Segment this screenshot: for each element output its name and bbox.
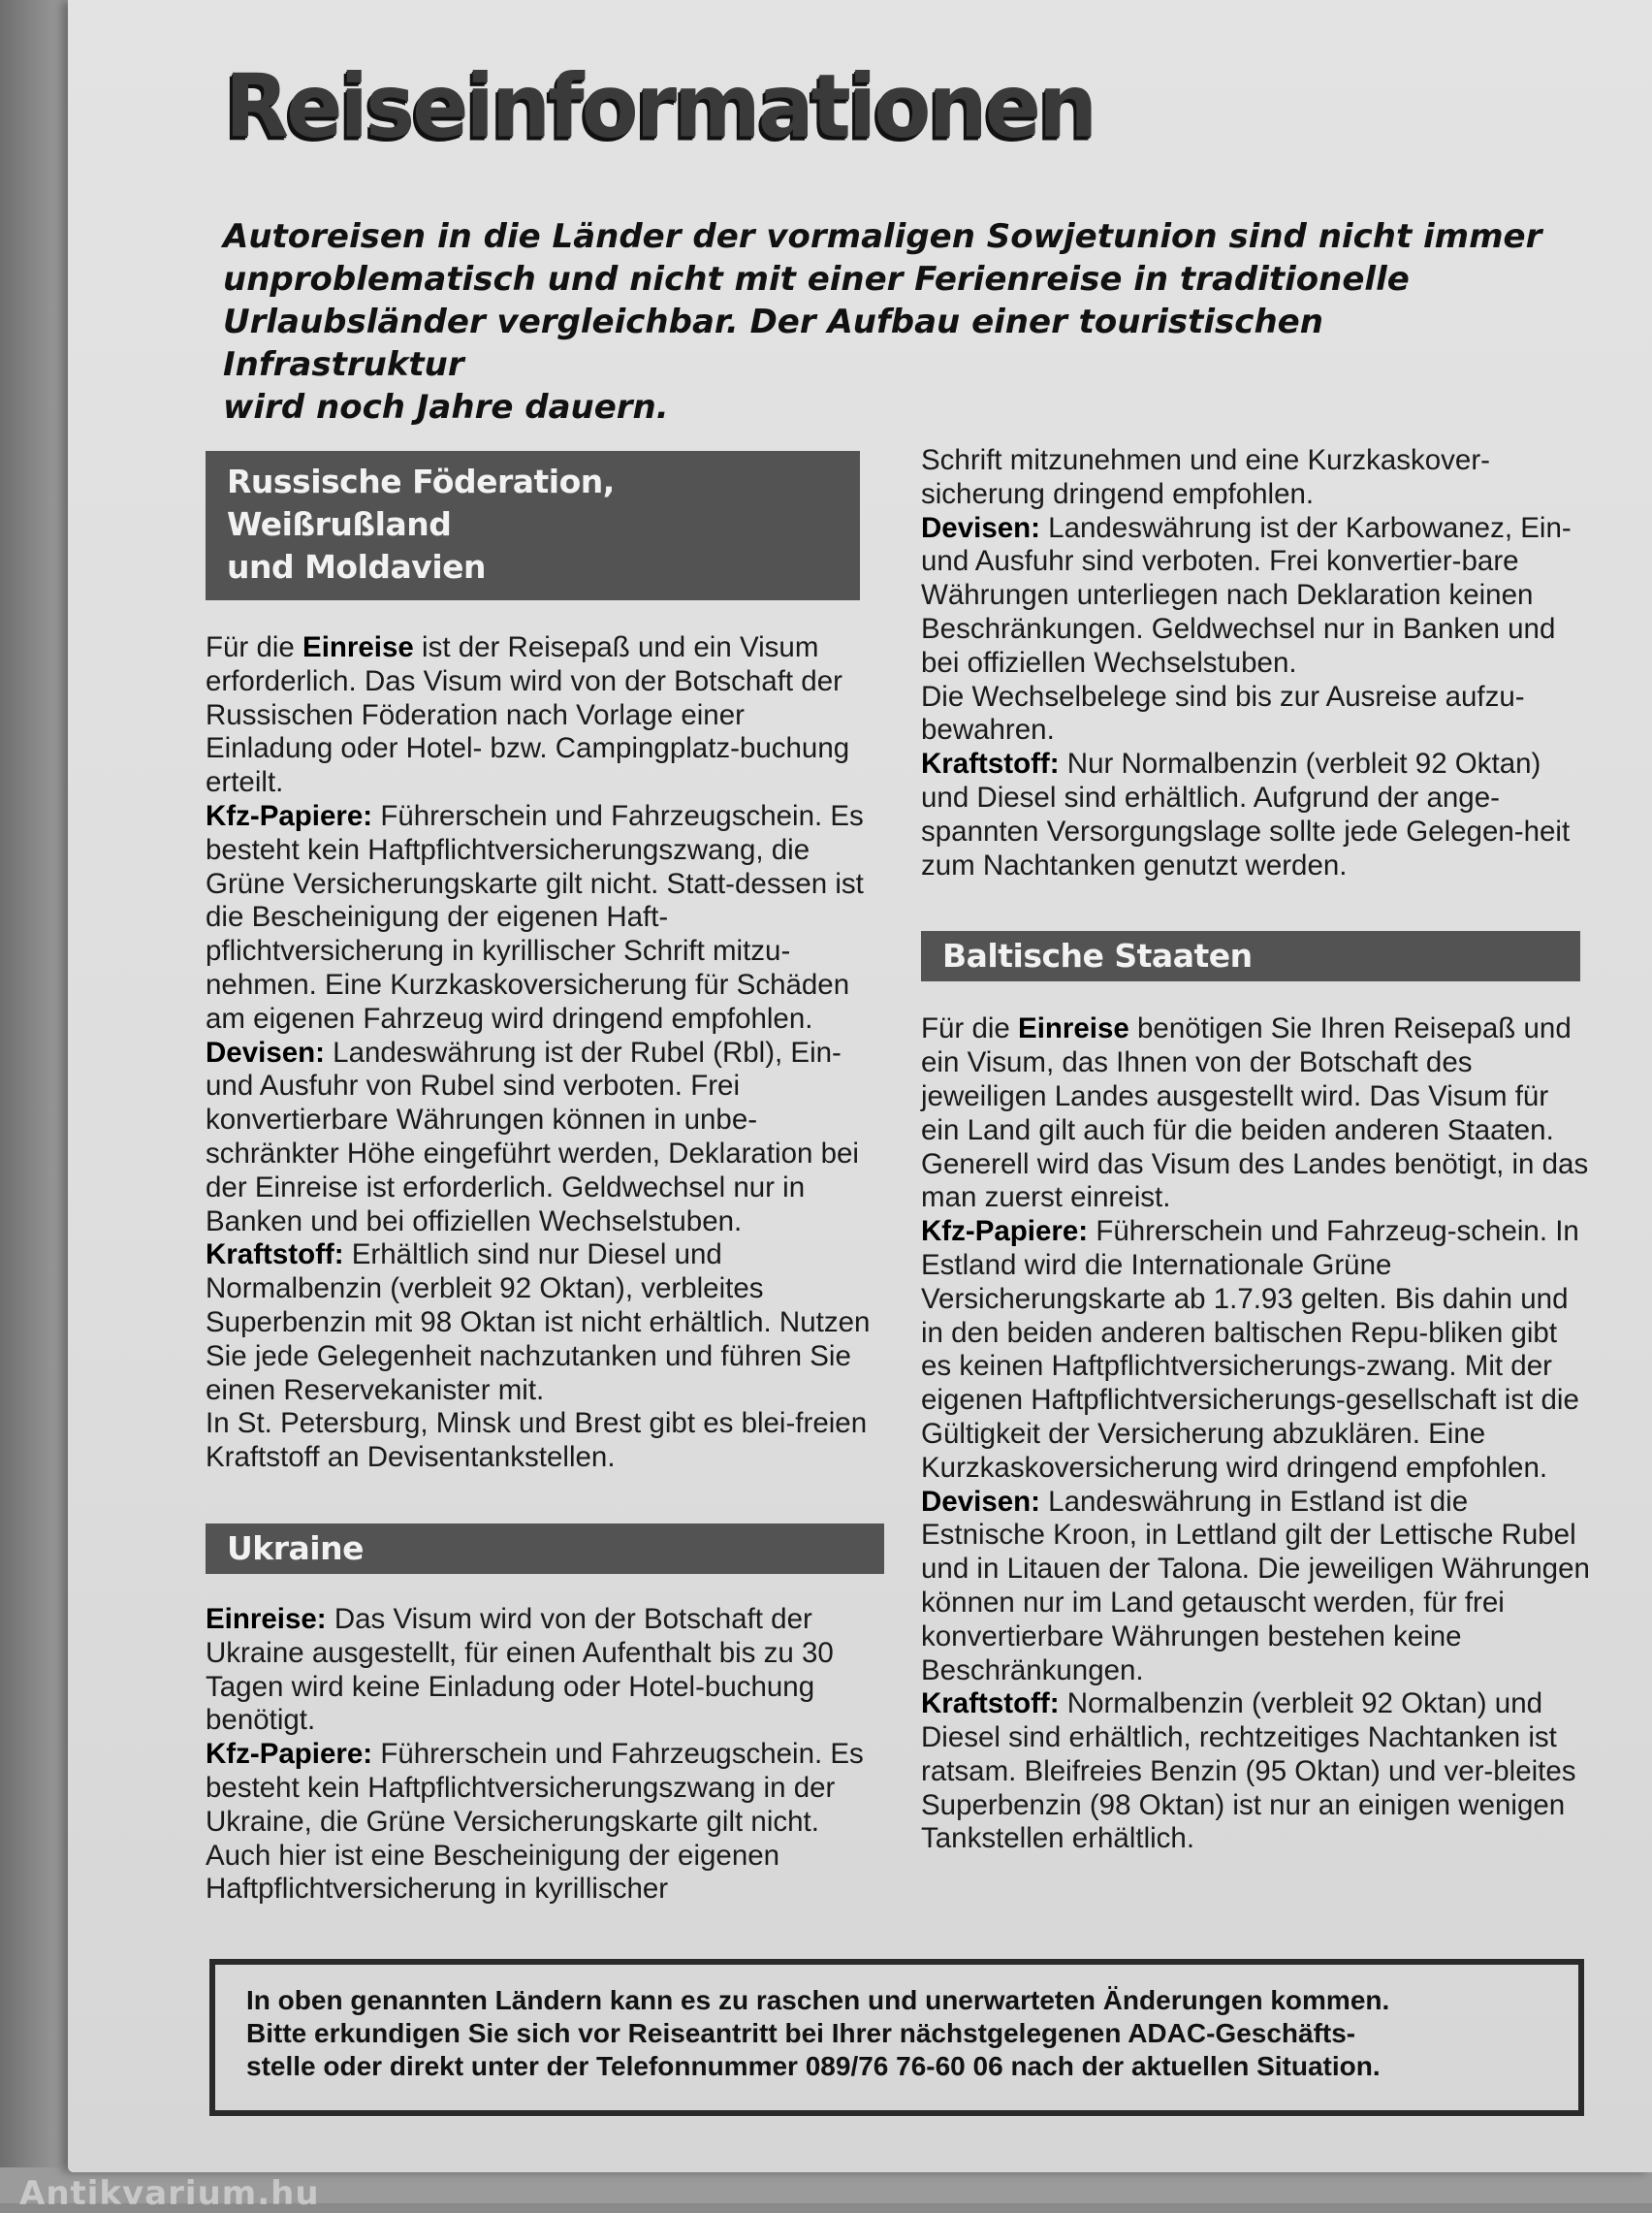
text: Führerschein und Fahrzeug-schein. In Estland wird die Internationale Grüne Versicherungskarte ab 1.7.93 gelten. Bis dahin und in den beiden anderen baltischen Repu-bliken gibt es keinen Haftpflichtversicherungs-zwang. Mit der eigenen Haftpflichtversicherungs-gesellschaft ist die Gültigkeit der Versicherung abzuklären. Eine Kurzkaskoversicherung wird dringend empfohlen.	[921, 1215, 1579, 1484]
section-body-russia	[206, 631, 874, 1475]
text: In St. Petersburg, Minsk und Brest gibt es blei-freien Kraftstoff an Devisentankstellen.	[206, 1407, 868, 1474]
section-heading-russia	[206, 451, 860, 600]
label-kraftstoff: Kraftstoff:	[921, 1687, 1060, 1720]
label-kraftstoff: Kraftstoff:	[921, 748, 1060, 781]
text: Die Wechselbelege sind bis zur Ausreise aufzu-bewahren.	[921, 680, 1525, 747]
section-body-ukraine-continued	[921, 444, 1590, 882]
heading-line: Ukraine	[227, 1528, 364, 1567]
label-devisen: Devisen:	[206, 1036, 325, 1069]
watermark: Antikvarium.hu	[19, 2174, 320, 2213]
text: Erhältlich sind nur Diesel und Normalbenzin (verbleit 92 Oktan), verbleites Superbenzin mit 98 Oktan ist nicht erhältlich. Nutzen Sie jede Gelegenheit nachzutanken und führen Sie einen Reservekanister mit.	[206, 1238, 871, 1406]
heading-line: Russische Föderation, Weißrußland	[227, 463, 615, 543]
notice-line: In oben genannten Ländern kann es zu raschen und unerwarteten Änderungen kommen.	[246, 1985, 1390, 2015]
label-kraftstoff: Kraftstoff:	[206, 1238, 344, 1271]
intro-line: wird noch Jahre dauern.	[223, 388, 669, 427]
notice-box	[209, 1959, 1584, 2116]
label-kfz-papiere: Kfz-Papiere:	[206, 799, 373, 832]
text: Normalbenzin (verbleit 92 Oktan) und Diesel sind erhältlich, rechtzeitiges Nachtanken ist ratsam. Bleifreies Benzin (95 Oktan) und ver-bleites Superbenzin (98 Oktan) ist nur an einigen wenigen Tankstellen erhältlich.	[921, 1687, 1576, 1855]
text: Für die	[921, 1012, 1019, 1045]
section-heading-baltic	[921, 931, 1580, 981]
label-einreise: Einreise:	[206, 1602, 327, 1635]
heading-line: und Moldavien	[227, 548, 487, 586]
heading-line: Baltische Staaten	[942, 937, 1253, 976]
text: Landeswährung ist der Karbowanez, Ein- und Ausfuhr sind verboten. Frei konvertier-bare Währungen unterliegen nach Deklaration keinen Beschränkungen. Geldwechsel nur in Banken und bei offiziellen Wechselstuben.	[921, 511, 1572, 679]
label-einreise: Einreise	[1018, 1012, 1129, 1045]
text: Für die	[206, 631, 303, 663]
text: Landeswährung ist der Rubel (Rbl), Ein- und Ausfuhr von Rubel sind verboten. Frei konvertierbare Währungen können in unbe-schränkter Höhe eingeführt werden, Deklaration bei der Einreise ist erforderlich. Geldwechsel nur in Banken und bei offiziellen Wechselstuben.	[206, 1036, 859, 1237]
section-body-baltic	[921, 1012, 1590, 1856]
text: benötigen Sie Ihren Reisepaß und ein Visum, das Ihnen von der Botschaft des jeweiligen Landes ausgestellt wird. Das Visum für ein Land gilt auch für die beiden anderen Staaten. Generell wird das Visum des Landes benötigt, in das man zuerst einreist.	[921, 1012, 1589, 1214]
notice-line: stelle oder direkt unter der Telefonnummer 089/76 76-60 06 nach der aktuellen Situation.	[246, 2051, 1381, 2081]
intro-line: unproblematisch und nicht mit einer Ferienreise in traditionelle	[223, 260, 1410, 299]
page-title: Reiseinformationen	[225, 55, 1096, 158]
intro-paragraph	[223, 215, 1561, 429]
right-column	[921, 444, 1590, 1856]
text: ist der Reisepaß und ein Visum erforderlich. Das Visum wird von der Botschaft der Russischen Föderation nach Vorlage einer Einladung oder Hotel- bzw. Campingplatz-buchung erteilt.	[206, 631, 850, 799]
text: Schrift mitzunehmen und eine Kurzkaskover-sicherung dringend empfohlen.	[921, 444, 1490, 510]
label-devisen: Devisen:	[921, 511, 1040, 544]
text: Führerschein und Fahrzeugschein. Es besteht kein Haftpflichtversicherungszwang in der Ukraine, die Grüne Versicherungskarte gilt nicht. Auch hier ist eine Bescheinigung der eigenen Haftpflichtversicherung in kyrillischer	[206, 1738, 864, 1906]
notice-line: Bitte erkundigen Sie sich vor Reiseantritt bei Ihrer nächstgelegenen ADAC-Geschäfts-	[246, 2018, 1356, 2048]
intro-line: Autoreisen in die Länder der vormaligen Sowjetunion sind nicht immer	[223, 217, 1542, 256]
label-devisen: Devisen:	[921, 1485, 1040, 1518]
label-kfz-papiere: Kfz-Papiere:	[206, 1738, 373, 1771]
left-column	[206, 451, 871, 1907]
intro-line: Urlaubsländer vergleichbar. Der Aufbau einer touristischen Infrastruktur	[223, 303, 1323, 384]
text: Führerschein und Fahrzeugschein. Es besteht kein Haftpflichtversicherungszwang, die Grüne Versicherungskarte gilt nicht. Statt-dessen ist die Bescheinigung der eigenen Haft-pflichtversicherung in kyrillischer Schrift mitzu-nehmen. Eine Kurzkaskoversicherung für Schäden am eigenen Fahrzeug wird dringend empfohlen.	[206, 799, 864, 1035]
section-heading-ukraine	[206, 1523, 884, 1574]
label-einreise: Einreise	[302, 631, 414, 663]
text: Nur Normalbenzin (verbleit 92 Oktan) und Diesel sind erhältlich. Aufgrund der ange-spannten Versorgungslage sollte jede Gelegen-heit zum Nachtanken genutzt werden.	[921, 748, 1571, 882]
text: Das Visum wird von der Botschaft der Ukraine ausgestellt, für einen Aufenthalt bis zu 30 Tagen wird keine Einladung oder Hotel-buchung benötigt.	[206, 1602, 834, 1737]
text: Landeswährung in Estland ist die Estnische Kroon, in Lettland gilt der Lettische Rubel und in Litauen der Talona. Die jeweiligen Währungen können nur im Land getauscht werden, für frei konvertierbare Währungen bestehen keine Beschränkungen.	[921, 1485, 1590, 1686]
label-kfz-papiere: Kfz-Papiere:	[921, 1215, 1089, 1248]
section-body-ukraine	[206, 1603, 884, 1907]
